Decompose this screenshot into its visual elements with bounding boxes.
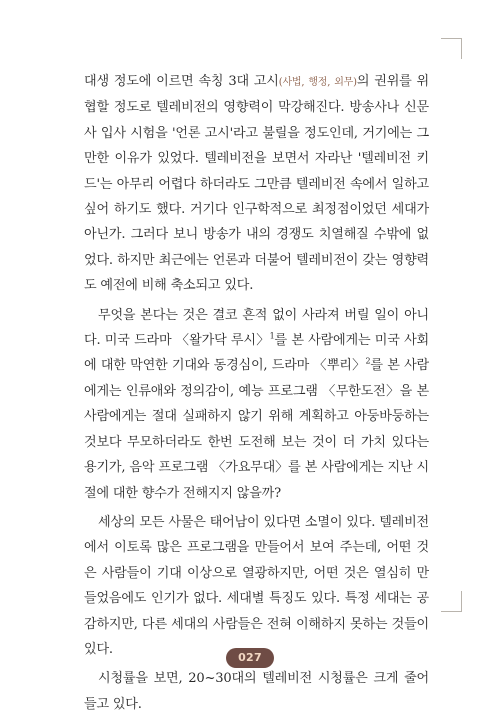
paragraph-2 [84, 303, 429, 506]
paragraph-1-text-start: 대생 정도에 이르면 속칭 3대 고시 [84, 74, 279, 89]
footnote-ref-1: 1 [269, 331, 275, 341]
crop-mark-bottom-right [441, 591, 462, 612]
paragraph-2-part-3: 를 본 사람에게는 인류애와 정의감이, 예능 프로그램 〈무한도전〉을 본 사람에게는 절대 실패하지 않기 위해 계획하고 아둥바둥하는 것보다 무모하더라도 한번 도전해 보는 것이 더 가치 있다는 용기가, 음악 프로그램 〈가요무대〉를 본 사람에게는 지난 시절에 대한 향수가 전해지지 않을까? [84, 358, 429, 501]
paragraph-1 [84, 69, 429, 299]
paragraph-1-parenthetical: (사법, 행정, 외무) [278, 77, 357, 88]
body-text [84, 69, 429, 721]
crop-mark-top-right [441, 38, 462, 59]
paragraph-1-text-end: 의 권위를 위협할 정도로 텔레비전의 영향력이 막강해진다. 방송사나 신문사 입사 시험을 '언론 고시'라고 불릴을 정도인데, 거기에는 그만한 이유가 있었다. 텔레비전을 보면서 자라난 '텔레비전 키드'는 아무리 어렵다 하더라도 그만큼 텔레비전 속에서 일하고 싶어 하기도 했다. 거기다 인구학적으로 최정점이었던 세대가 아닌가. 그러다 보니 방송가 내의 경쟁도 치열해질 수밖에 없었다. 하지만 최근에는 언론과 더불어 텔레비전이 갖는 영향력도 예전에 비해 축소되고 있다. [84, 74, 430, 294]
paragraph-3: 세상의 모든 사물은 태어남이 있다면 소멸이 있다. 텔레비전에서 이토록 많은 프로그램을 만들어서 보여 주는데, 어떤 것은 사람들이 기대 이상으로 열광하지만, 어떤 것은 열심히 만들었음에도 인기가 없다. 세대별 특징도 있다. 특정 세대는 공감하지만, 다른 세대의 사람들은 전혀 이해하지 못하는 것들이 있다. [84, 514, 429, 657]
footnote-ref-2: 2 [365, 357, 371, 367]
paragraph-4: 시청률을 보면, 20~30대의 텔레비전 시청률은 크게 줄어들고 있다. [84, 671, 429, 712]
paragraph-2-part-2: 를 본 사람에게는 미국 사회에 대한 막연한 기대와 동경심이, 드라마 〈뿌리〉 [84, 333, 429, 374]
paragraph-2-part-1: 무엇을 본다는 것은 결코 흔적 없이 사라져 버릴 일이 아니다. 미국 드라마 〈왈가닥 루시〉 [84, 307, 429, 349]
page-number-badge: 027 [226, 648, 274, 668]
